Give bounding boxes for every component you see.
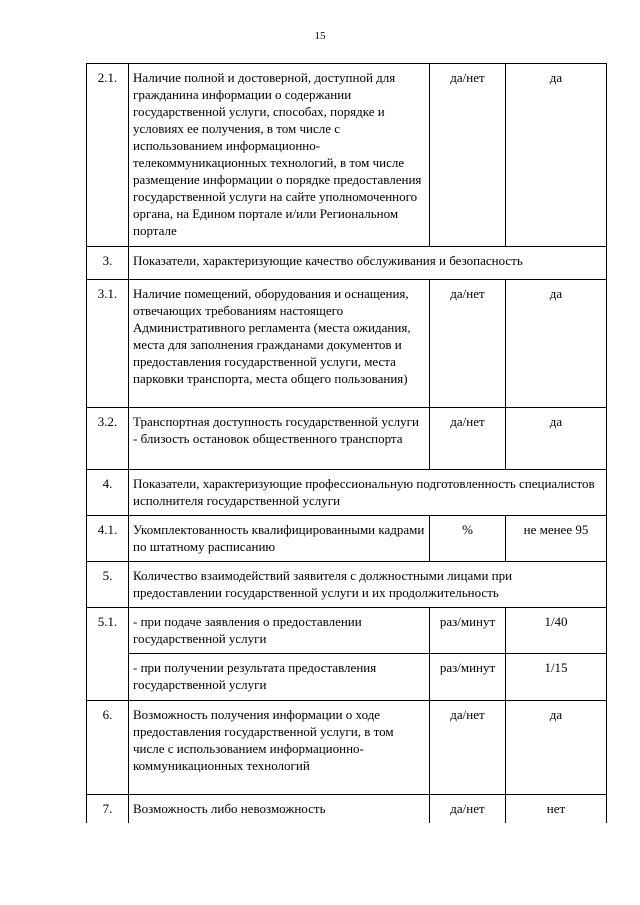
- row-number: 6.: [87, 701, 129, 795]
- row-unit: %: [430, 516, 506, 562]
- row-unit: раз/минут: [430, 608, 506, 654]
- section-title: Количество взаимодействий заявителя с должностными лицами при предоставлении государственной услуги и их продолжительность: [129, 562, 607, 608]
- row-value: 1/40: [506, 608, 607, 654]
- row-number: 4.1.: [87, 516, 129, 562]
- row-unit: да/нет: [430, 408, 506, 470]
- section-number: 4.: [87, 470, 129, 516]
- table-row: [87, 608, 607, 654]
- row-unit: да/нет: [430, 280, 506, 408]
- row-text: Наличие полной и достоверной, доступной для гражданина информации о содержании государственной услуги, способах, порядке и условиях ее получения, в том числе с использованием информационно-телекоммуникационных технологий, в том числе размещение информации о порядке предоставления государственной услуги на сайте уполномоченного органа, на Едином портале и/или Региональном портале: [129, 64, 430, 247]
- row-text: Укомплектованность квалифицированными кадрами по штатному расписанию: [129, 516, 430, 562]
- row-unit: да/нет: [430, 795, 506, 823]
- row-unit: да/нет: [430, 64, 506, 247]
- row-value: да: [506, 408, 607, 470]
- table-row: [87, 64, 607, 247]
- table-row: [87, 701, 607, 795]
- indicators-table: [86, 63, 607, 823]
- row-value: 1/15: [506, 654, 607, 701]
- row-number: 7.: [87, 795, 129, 823]
- row-value: да: [506, 701, 607, 795]
- row-number: 5.1.: [87, 608, 129, 701]
- section-title: Показатели, характеризующие качество обслуживания и безопасность: [129, 247, 607, 280]
- row-value: да: [506, 280, 607, 408]
- table-row: [87, 516, 607, 562]
- row-unit: раз/минут: [430, 654, 506, 701]
- table-row: [87, 280, 607, 408]
- page-number: 15: [314, 30, 326, 42]
- section-row: [87, 562, 607, 608]
- row-number: 3.2.: [87, 408, 129, 470]
- row-number: 3.1.: [87, 280, 129, 408]
- row-text: Наличие помещений, оборудования и оснащения, отвечающих требованиям настоящего Административного регламента (места ожидания, места для заполнения гражданами документов и предоставления государственной услуги, места парковки транспорта, места общего пользования): [129, 280, 430, 408]
- row-number: 2.1.: [87, 64, 129, 247]
- row-value: не менее 95: [506, 516, 607, 562]
- table-row: [87, 795, 607, 823]
- row-text: - при подаче заявления о предоставлении государственной услуги: [129, 608, 430, 654]
- row-text: - при получении результата предоставления государственной услуги: [129, 654, 430, 701]
- section-row: [87, 470, 607, 516]
- section-row: [87, 247, 607, 280]
- row-text: Транспортная доступность государственной услуги - близость остановок общественного транспорта: [129, 408, 430, 470]
- section-number: 5.: [87, 562, 129, 608]
- row-text: Возможность получения информации о ходе предоставления государственной услуги, в том числе с использованием информационно-коммуникационных технологий: [129, 701, 430, 795]
- section-number: 3.: [87, 247, 129, 280]
- row-value: да: [506, 64, 607, 247]
- section-title: Показатели, характеризующие профессиональную подготовленность специалистов исполнителя государственной услуги: [129, 470, 607, 516]
- table-row: [87, 408, 607, 470]
- row-text: Возможность либо невозможность: [129, 795, 430, 823]
- table-row: [87, 654, 607, 701]
- row-unit: да/нет: [430, 701, 506, 795]
- row-value: нет: [506, 795, 607, 823]
